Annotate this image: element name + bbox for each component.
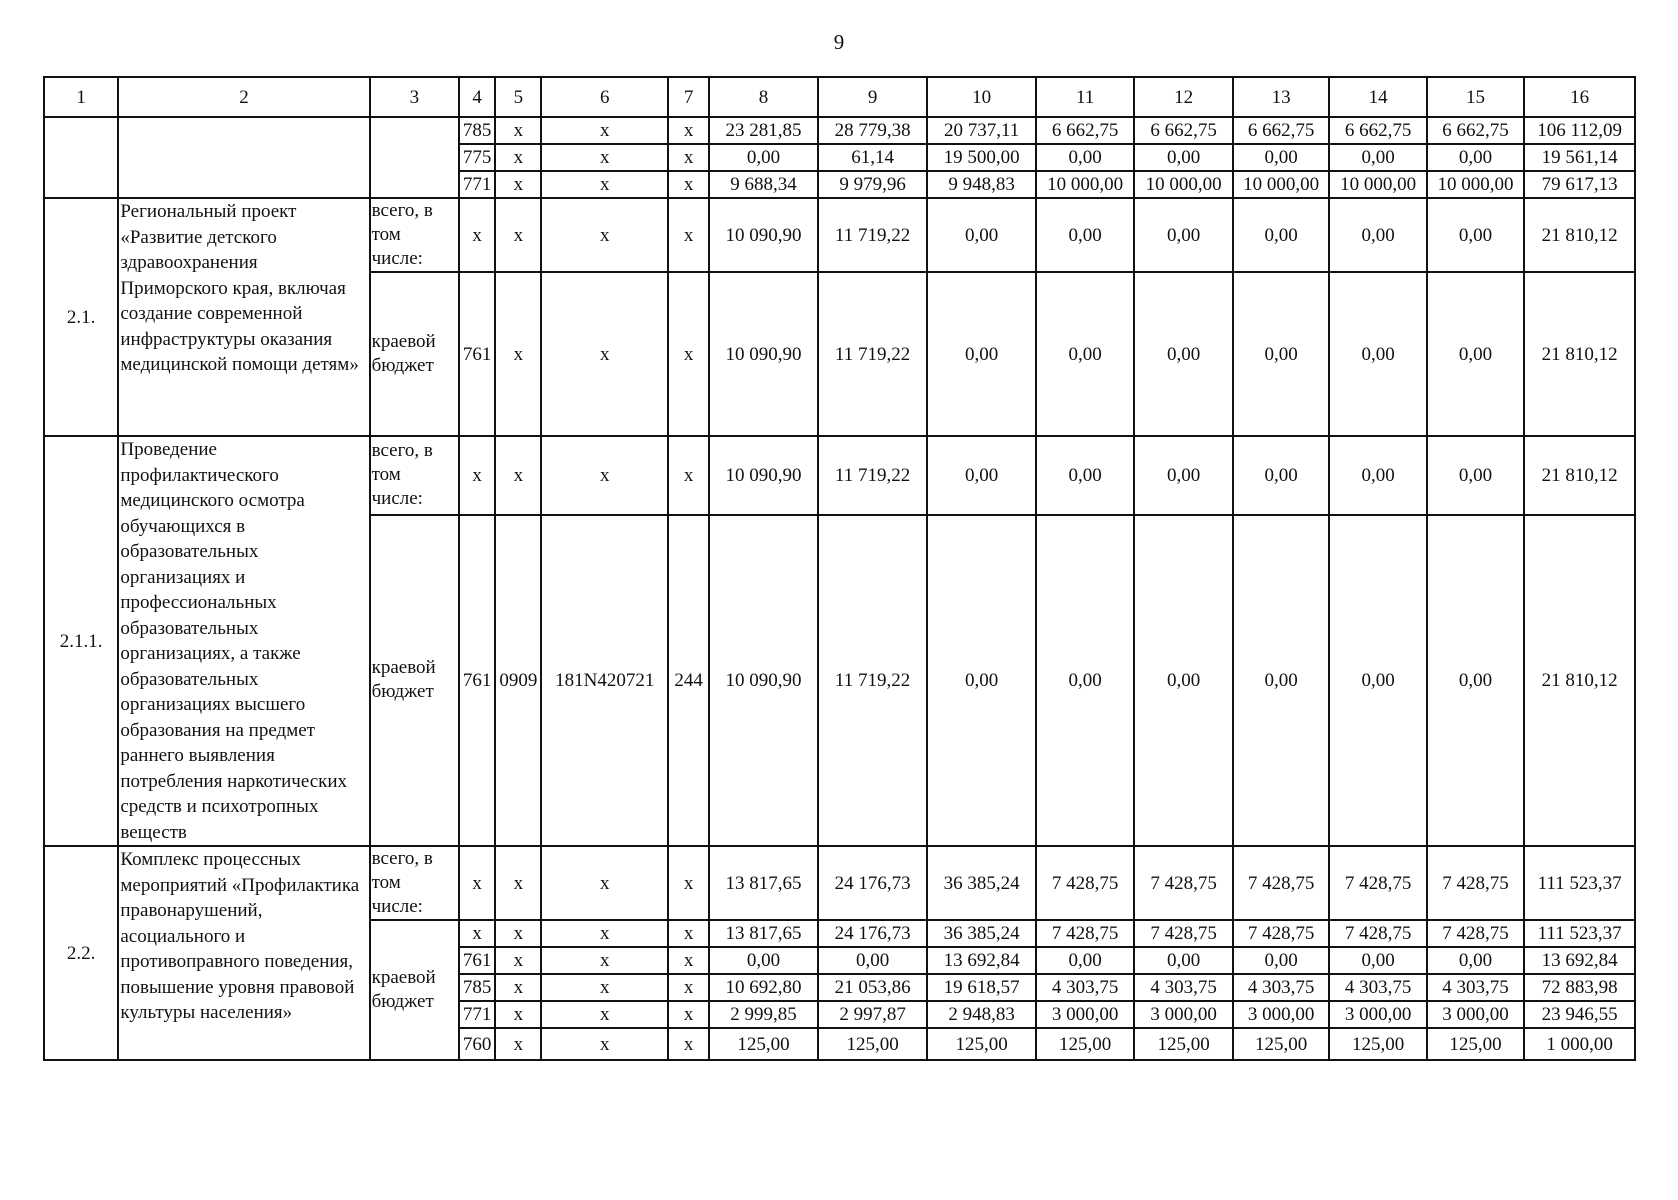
source-total-label: всего, в том числе: xyxy=(370,436,459,515)
cell-col-15: 4 303,75 xyxy=(1427,974,1524,1001)
cell-col-12: 0,00 xyxy=(1134,272,1232,436)
cell-col-5: x xyxy=(495,947,541,974)
cell-col-9: 11 719,22 xyxy=(818,198,928,272)
cell-col-8: 10 090,90 xyxy=(709,436,818,515)
cell-col-8: 9 688,34 xyxy=(709,171,818,198)
cell-col-6: x xyxy=(541,974,668,1001)
cell-col-8: 2 999,85 xyxy=(709,1001,818,1028)
cell-col-16: 106 112,09 xyxy=(1524,117,1635,144)
cell-col-12: 0,00 xyxy=(1134,436,1232,515)
cell-col-10: 36 385,24 xyxy=(927,920,1036,947)
cell-col-15: 0,00 xyxy=(1427,515,1524,846)
cell-col-7: x xyxy=(668,1001,709,1028)
cell-col-4: x xyxy=(459,436,495,515)
cell-col-5: x xyxy=(495,920,541,947)
cell-col-7: 244 xyxy=(668,515,709,846)
cell-col-5: x xyxy=(495,846,541,920)
cell-col-6: x xyxy=(541,846,668,920)
table-row xyxy=(44,846,1635,920)
cell-col-9: 2 997,87 xyxy=(818,1001,928,1028)
cell-col-4: x xyxy=(459,846,495,920)
cell-col-10: 20 737,11 xyxy=(927,117,1036,144)
cell-col-5: x xyxy=(495,171,541,198)
header-cell-6: 6 xyxy=(541,77,668,117)
cell-col-16: 1 000,00 xyxy=(1524,1028,1635,1060)
header-cell-4: 4 xyxy=(459,77,495,117)
cell-col-4: 771 xyxy=(459,171,495,198)
cell-col-7: x xyxy=(668,272,709,436)
cell-col-4: 760 xyxy=(459,1028,495,1060)
cell-col-15: 6 662,75 xyxy=(1427,117,1524,144)
header-cell-11: 11 xyxy=(1036,77,1134,117)
cell-col-9: 21 053,86 xyxy=(818,974,928,1001)
cell-col-16: 19 561,14 xyxy=(1524,144,1635,171)
cell-col-16: 72 883,98 xyxy=(1524,974,1635,1001)
number-cell xyxy=(44,117,118,198)
cell-col-9: 0,00 xyxy=(818,947,928,974)
cell-col-14: 4 303,75 xyxy=(1329,974,1426,1001)
cell-col-7: x xyxy=(668,974,709,1001)
cell-col-13: 0,00 xyxy=(1233,272,1329,436)
cell-col-4: 771 xyxy=(459,1001,495,1028)
cell-col-13: 6 662,75 xyxy=(1233,117,1329,144)
cell-col-14: 0,00 xyxy=(1329,515,1426,846)
cell-col-10: 19 618,57 xyxy=(927,974,1036,1001)
cell-col-12: 6 662,75 xyxy=(1134,117,1232,144)
cell-col-9: 11 719,22 xyxy=(818,515,928,846)
cell-col-11: 6 662,75 xyxy=(1036,117,1134,144)
section-name: Проведение профилактического медицинского осмотра обучающихся в образовательных организациях и профессиональных образовательных организациях, а также образовательных организациях высшего образования на предмет раннего выявления потребления наркотических средств и психотропных веществ xyxy=(118,436,369,846)
cell-col-8: 10 090,90 xyxy=(709,515,818,846)
header-cell-15: 15 xyxy=(1427,77,1524,117)
cell-col-12: 0,00 xyxy=(1134,515,1232,846)
cell-col-10: 36 385,24 xyxy=(927,846,1036,920)
cell-col-16: 79 617,13 xyxy=(1524,171,1635,198)
cell-col-11: 0,00 xyxy=(1036,947,1134,974)
cell-col-7: x xyxy=(668,920,709,947)
cell-col-4: 761 xyxy=(459,515,495,846)
section-number: 2.1. xyxy=(44,198,118,436)
cell-col-13: 7 428,75 xyxy=(1233,846,1329,920)
cell-col-16: 111 523,37 xyxy=(1524,846,1635,920)
cell-col-7: x xyxy=(668,947,709,974)
cell-col-13: 0,00 xyxy=(1233,436,1329,515)
cell-col-7: x xyxy=(668,198,709,272)
cell-col-16: 21 810,12 xyxy=(1524,515,1635,846)
header-cell-10: 10 xyxy=(927,77,1036,117)
header-cell-5: 5 xyxy=(495,77,541,117)
cell-col-9: 9 979,96 xyxy=(818,171,928,198)
cell-col-16: 21 810,12 xyxy=(1524,436,1635,515)
table-body xyxy=(44,77,1635,1060)
cell-col-12: 3 000,00 xyxy=(1134,1001,1232,1028)
cell-col-14: 0,00 xyxy=(1329,144,1426,171)
header-cell-14: 14 xyxy=(1329,77,1426,117)
cell-col-11: 0,00 xyxy=(1036,436,1134,515)
cell-col-8: 23 281,85 xyxy=(709,117,818,144)
cell-col-5: 0909 xyxy=(495,515,541,846)
table-row xyxy=(44,117,1635,144)
page-number: 9 xyxy=(833,30,845,54)
cell-col-14: 3 000,00 xyxy=(1329,1001,1426,1028)
cell-col-5: x xyxy=(495,436,541,515)
budget-table xyxy=(43,76,1636,1061)
cell-col-14: 125,00 xyxy=(1329,1028,1426,1060)
cell-col-6: x xyxy=(541,947,668,974)
cell-col-7: x xyxy=(668,1028,709,1060)
cell-col-6: x xyxy=(541,1028,668,1060)
source-cell xyxy=(370,117,459,198)
cell-col-14: 7 428,75 xyxy=(1329,846,1426,920)
cell-col-5: x xyxy=(495,117,541,144)
cell-col-15: 10 000,00 xyxy=(1427,171,1524,198)
section-name: Региональный проект «Развитие детского здравоохранения Приморского края, включая создание современной инфраструктуры оказания медицинской помощи детям» xyxy=(118,198,369,436)
cell-col-4: x xyxy=(459,198,495,272)
table-row xyxy=(44,198,1635,272)
name-cell xyxy=(118,117,369,198)
cell-col-14: 6 662,75 xyxy=(1329,117,1426,144)
cell-col-16: 13 692,84 xyxy=(1524,947,1635,974)
cell-col-12: 7 428,75 xyxy=(1134,846,1232,920)
cell-col-4: x xyxy=(459,920,495,947)
cell-col-15: 0,00 xyxy=(1427,198,1524,272)
section-number: 2.2. xyxy=(44,846,118,1060)
cell-col-10: 13 692,84 xyxy=(927,947,1036,974)
header-row xyxy=(44,77,1635,117)
header-cell-1: 1 xyxy=(44,77,118,117)
cell-col-4: 785 xyxy=(459,117,495,144)
cell-col-13: 125,00 xyxy=(1233,1028,1329,1060)
cell-col-12: 7 428,75 xyxy=(1134,920,1232,947)
cell-col-9: 11 719,22 xyxy=(818,436,928,515)
cell-col-11: 4 303,75 xyxy=(1036,974,1134,1001)
cell-col-8: 10 090,90 xyxy=(709,272,818,436)
cell-col-13: 3 000,00 xyxy=(1233,1001,1329,1028)
cell-col-15: 3 000,00 xyxy=(1427,1001,1524,1028)
cell-col-7: x xyxy=(668,846,709,920)
cell-col-11: 0,00 xyxy=(1036,515,1134,846)
cell-col-11: 3 000,00 xyxy=(1036,1001,1134,1028)
cell-col-4: 761 xyxy=(459,947,495,974)
cell-col-10: 125,00 xyxy=(927,1028,1036,1060)
section-name: Комплекс процессных мероприятий «Профилактика правонарушений, асоциального и противоправного поведения, повышение уровня правовой культуры населения» xyxy=(118,846,369,1060)
header-cell-9: 9 xyxy=(818,77,928,117)
section-number: 2.1.1. xyxy=(44,436,118,846)
cell-col-13: 4 303,75 xyxy=(1233,974,1329,1001)
source-budget-label: краевой бюджет xyxy=(370,272,459,436)
cell-col-15: 0,00 xyxy=(1427,272,1524,436)
cell-col-9: 61,14 xyxy=(818,144,928,171)
cell-col-6: x xyxy=(541,272,668,436)
source-budget-label: краевой бюджет xyxy=(370,515,459,846)
cell-col-9: 125,00 xyxy=(818,1028,928,1060)
cell-col-10: 0,00 xyxy=(927,436,1036,515)
cell-col-11: 125,00 xyxy=(1036,1028,1134,1060)
cell-col-12: 125,00 xyxy=(1134,1028,1232,1060)
cell-col-10: 19 500,00 xyxy=(927,144,1036,171)
cell-col-13: 0,00 xyxy=(1233,515,1329,846)
cell-col-8: 13 817,65 xyxy=(709,920,818,947)
cell-col-13: 0,00 xyxy=(1233,947,1329,974)
cell-col-8: 10 090,90 xyxy=(709,198,818,272)
cell-col-8: 125,00 xyxy=(709,1028,818,1060)
header-cell-16: 16 xyxy=(1524,77,1635,117)
header-cell-12: 12 xyxy=(1134,77,1232,117)
cell-col-6: x xyxy=(541,198,668,272)
cell-col-14: 7 428,75 xyxy=(1329,920,1426,947)
cell-col-12: 0,00 xyxy=(1134,144,1232,171)
cell-col-4: 785 xyxy=(459,974,495,1001)
cell-col-10: 0,00 xyxy=(927,515,1036,846)
cell-col-6: x xyxy=(541,1001,668,1028)
cell-col-6: x xyxy=(541,144,668,171)
cell-col-15: 7 428,75 xyxy=(1427,920,1524,947)
cell-col-9: 11 719,22 xyxy=(818,272,928,436)
cell-col-4: 775 xyxy=(459,144,495,171)
cell-col-11: 0,00 xyxy=(1036,272,1134,436)
cell-col-8: 10 692,80 xyxy=(709,974,818,1001)
cell-col-16: 23 946,55 xyxy=(1524,1001,1635,1028)
cell-col-12: 10 000,00 xyxy=(1134,171,1232,198)
header-cell-13: 13 xyxy=(1233,77,1329,117)
cell-col-7: x xyxy=(668,117,709,144)
cell-col-12: 4 303,75 xyxy=(1134,974,1232,1001)
cell-col-11: 10 000,00 xyxy=(1036,171,1134,198)
cell-col-14: 0,00 xyxy=(1329,436,1426,515)
cell-col-11: 7 428,75 xyxy=(1036,920,1134,947)
cell-col-4: 761 xyxy=(459,272,495,436)
cell-col-14: 0,00 xyxy=(1329,198,1426,272)
cell-col-5: x xyxy=(495,272,541,436)
cell-col-15: 0,00 xyxy=(1427,144,1524,171)
cell-col-6: x xyxy=(541,436,668,515)
cell-col-16: 21 810,12 xyxy=(1524,198,1635,272)
source-total-label: всего, в том числе: xyxy=(370,846,459,920)
header-cell-3: 3 xyxy=(370,77,459,117)
cell-col-14: 0,00 xyxy=(1329,272,1426,436)
cell-col-7: x xyxy=(668,144,709,171)
header-cell-7: 7 xyxy=(668,77,709,117)
cell-col-15: 0,00 xyxy=(1427,436,1524,515)
cell-col-15: 7 428,75 xyxy=(1427,846,1524,920)
cell-col-15: 0,00 xyxy=(1427,947,1524,974)
cell-col-6: x xyxy=(541,920,668,947)
cell-col-5: x xyxy=(495,1001,541,1028)
cell-col-10: 0,00 xyxy=(927,272,1036,436)
cell-col-12: 0,00 xyxy=(1134,198,1232,272)
cell-col-13: 0,00 xyxy=(1233,144,1329,171)
cell-col-8: 0,00 xyxy=(709,144,818,171)
cell-col-10: 0,00 xyxy=(927,198,1036,272)
cell-col-5: x xyxy=(495,1028,541,1060)
cell-col-11: 7 428,75 xyxy=(1036,846,1134,920)
cell-col-13: 0,00 xyxy=(1233,198,1329,272)
cell-col-14: 0,00 xyxy=(1329,947,1426,974)
header-cell-8: 8 xyxy=(709,77,818,117)
source-total-label: всего, в том числе: xyxy=(370,198,459,272)
table-row xyxy=(44,436,1635,515)
cell-col-9: 24 176,73 xyxy=(818,920,928,947)
cell-col-7: x xyxy=(668,171,709,198)
cell-col-13: 10 000,00 xyxy=(1233,171,1329,198)
cell-col-12: 0,00 xyxy=(1134,947,1232,974)
cell-col-13: 7 428,75 xyxy=(1233,920,1329,947)
cell-col-16: 111 523,37 xyxy=(1524,920,1635,947)
cell-col-6: 181N420721 xyxy=(541,515,668,846)
cell-col-5: x xyxy=(495,198,541,272)
cell-col-7: x xyxy=(668,436,709,515)
header-cell-2: 2 xyxy=(118,77,369,117)
cell-col-11: 0,00 xyxy=(1036,198,1134,272)
source-budget-label: краевой бюджет xyxy=(370,920,459,1060)
cell-col-15: 125,00 xyxy=(1427,1028,1524,1060)
cell-col-11: 0,00 xyxy=(1036,144,1134,171)
cell-col-8: 13 817,65 xyxy=(709,846,818,920)
cell-col-6: x xyxy=(541,117,668,144)
cell-col-9: 24 176,73 xyxy=(818,846,928,920)
cell-col-10: 9 948,83 xyxy=(927,171,1036,198)
cell-col-5: x xyxy=(495,144,541,171)
cell-col-6: x xyxy=(541,171,668,198)
cell-col-16: 21 810,12 xyxy=(1524,272,1635,436)
cell-col-8: 0,00 xyxy=(709,947,818,974)
cell-col-10: 2 948,83 xyxy=(927,1001,1036,1028)
cell-col-9: 28 779,38 xyxy=(818,117,928,144)
cell-col-5: x xyxy=(495,974,541,1001)
cell-col-14: 10 000,00 xyxy=(1329,171,1426,198)
